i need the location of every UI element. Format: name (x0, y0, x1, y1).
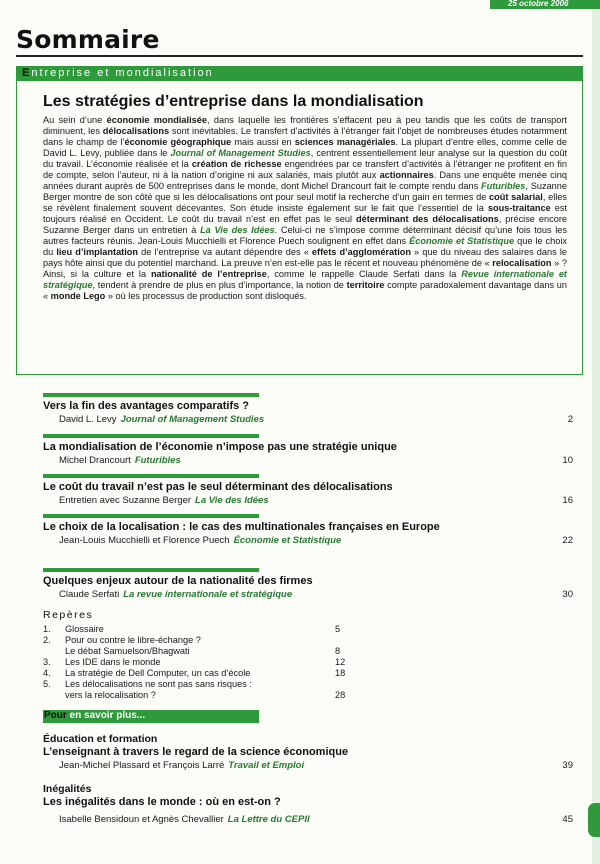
article-2[interactable] (43, 434, 573, 467)
article-bar (43, 393, 259, 397)
title-rule (16, 55, 583, 57)
article-bar (43, 514, 259, 518)
article-page: 2 (567, 414, 573, 425)
reperes-item-4[interactable]: 4. La stratégie de Dell Computer, un cas d’école 18 (43, 668, 346, 678)
article-meta: David L. Levy Journal of Management Studies (59, 414, 265, 425)
article-title: La mondialisation de l’économie n’impose pas une stratégie unique (43, 441, 397, 453)
section-headline: Les stratégies d’entreprise dans la mondialisation (43, 93, 424, 110)
section-heading: Éducation et formation (43, 733, 158, 745)
intro-paragraph: Au sein d’une économie mondialisée, dans laquelle les frontières s’effacent peu à peu tandis que les coûts de transport diminuent, les délocalisations sont inévitables. Le transfert d’activités à l’étranger fait l’objet de nombreuses études notamment dans le champ de l’économie géographique mais aussi en sciences managériales. La plupart d’entre elles, comme celle de David L. Levy, publiée dans le Journal of Management Studies, centrent essentiellement leur analyse sur la question du coût du travail. L’économie réalisée et la création de richesse engendrées par ce transfert d’activités à l’étranger ne profitent en fin de compte, selon l’auteur, ni à la nation d’origine ni aux salariés, mais plutôt aux actionnaires. Dans une enquête menée cinq années durant auprès de 500 entreprises dans le monde, dont Michel Drancourt fait le compte rendu dans Futuribles, Suzanne Berger montre de son côté que si les délocalisations ont pour seul motif la recherche d’un gain en termes de coût salarial, elles se révèlent finalement souvent décevantes. Son étude insiste également sur le fait que l’essentiel de la sous-traitance est toujours réalisé en Occident. Le coût du travail n’est en effet pas le seul déterminant des délocalisations, précise encore Suzanne Berger dans un entretien à La Vie des Idées. Celui-ci ne s’impose comme déterminant décisif qu’une fois tous les autres facteurs réunis. Jean-Louis Mucchielli et Florence Puech soulignent en effet dans Économie et Statistique que le choix du lieu d’implantation de l’entreprise va autant dépendre des « effets d’agglomération » que du niveau des salaires dans le pays hôte ainsi que du potentiel marchand. La preuve n’en est-elle pas le récent et nouveau phénomène de « relocalisation » ? Ainsi, si la culture et la nationalité de l’entreprise, comme le rappelle Claude Serfati dans la Revue internationale et stratégique, tendent à prendre de plus en plus d’importance, la notion de territoire compte paradoxalement davantage dans un « monde Lego » où les processus de production sont disloqués. (43, 115, 568, 301)
section-inegalites[interactable] (43, 783, 573, 826)
article-title: Quelques enjeux autour de la nationalité des firmes (43, 575, 313, 587)
article-meta: Entretien avec Suzanne Berger La Vie des Idées (59, 495, 269, 506)
article-title: Le coût du travail n’est pas le seul déterminant des délocalisations (43, 481, 393, 493)
section-page: 45 (562, 814, 573, 825)
article-meta: Jean-Louis Mucchielli et Florence Puech Économie et Statistique (59, 535, 342, 546)
reperes-item-3[interactable]: 3. Les IDE dans le monde 12 (43, 657, 346, 667)
page-side-tab (588, 803, 600, 837)
section-meta: Jean-Michel Plassard et François Larré Travail et Emploi (59, 760, 305, 771)
article-title: Le choix de la localisation : le cas des multinationales françaises en Europe (43, 521, 440, 533)
article-1[interactable] (43, 393, 573, 426)
article-bar (43, 434, 259, 438)
pour-en-savoir-plus-label: Pour en savoir plus... (44, 710, 146, 721)
article-5[interactable] (43, 568, 573, 601)
article-bar (43, 474, 259, 478)
page-edge (592, 0, 600, 864)
section-heading: Inégalités (43, 783, 92, 795)
article-3[interactable] (43, 474, 573, 507)
article-page: 30 (562, 589, 573, 600)
article-page: 16 (562, 495, 573, 506)
article-bar (43, 568, 259, 572)
section-meta: Isabelle Bensidoun et Agnès Chevallier La Lettre du CEPII (59, 814, 310, 825)
reperes-item-1[interactable]: 1. Glossaire 5 (43, 624, 341, 634)
section-title: Les inégalités dans le monde : où en est-on ? (43, 796, 281, 808)
section-page: 39 (562, 760, 573, 771)
reperes-heading: Repères (43, 609, 94, 621)
reperes-item-5[interactable]: 5. Les délocalisations ne sont pas sans risques : vers la relocalisation ? 28 (43, 679, 346, 700)
section-title: L’enseignant à travers le regard de la science économique (43, 746, 349, 758)
reperes-item-2[interactable]: 2. Pour ou contre le libre-échange ? Le débat Samuelson/Bhagwati 8 (43, 635, 341, 656)
article-page: 10 (562, 455, 573, 466)
section-education[interactable] (43, 733, 573, 772)
article-4[interactable] (43, 514, 573, 547)
article-page: 22 (562, 535, 573, 546)
page-title: Sommaire (16, 25, 160, 54)
article-meta: Michel Drancourt Futuribles (59, 455, 181, 466)
issue-date: 25 octobre 2006 (508, 0, 569, 8)
article-meta: Claude Serfati La revue internationale et stratégique (59, 589, 293, 600)
category-label: Entreprise et mondialisation (22, 67, 214, 79)
article-title: Vers la fin des avantages comparatifs ? (43, 400, 250, 412)
